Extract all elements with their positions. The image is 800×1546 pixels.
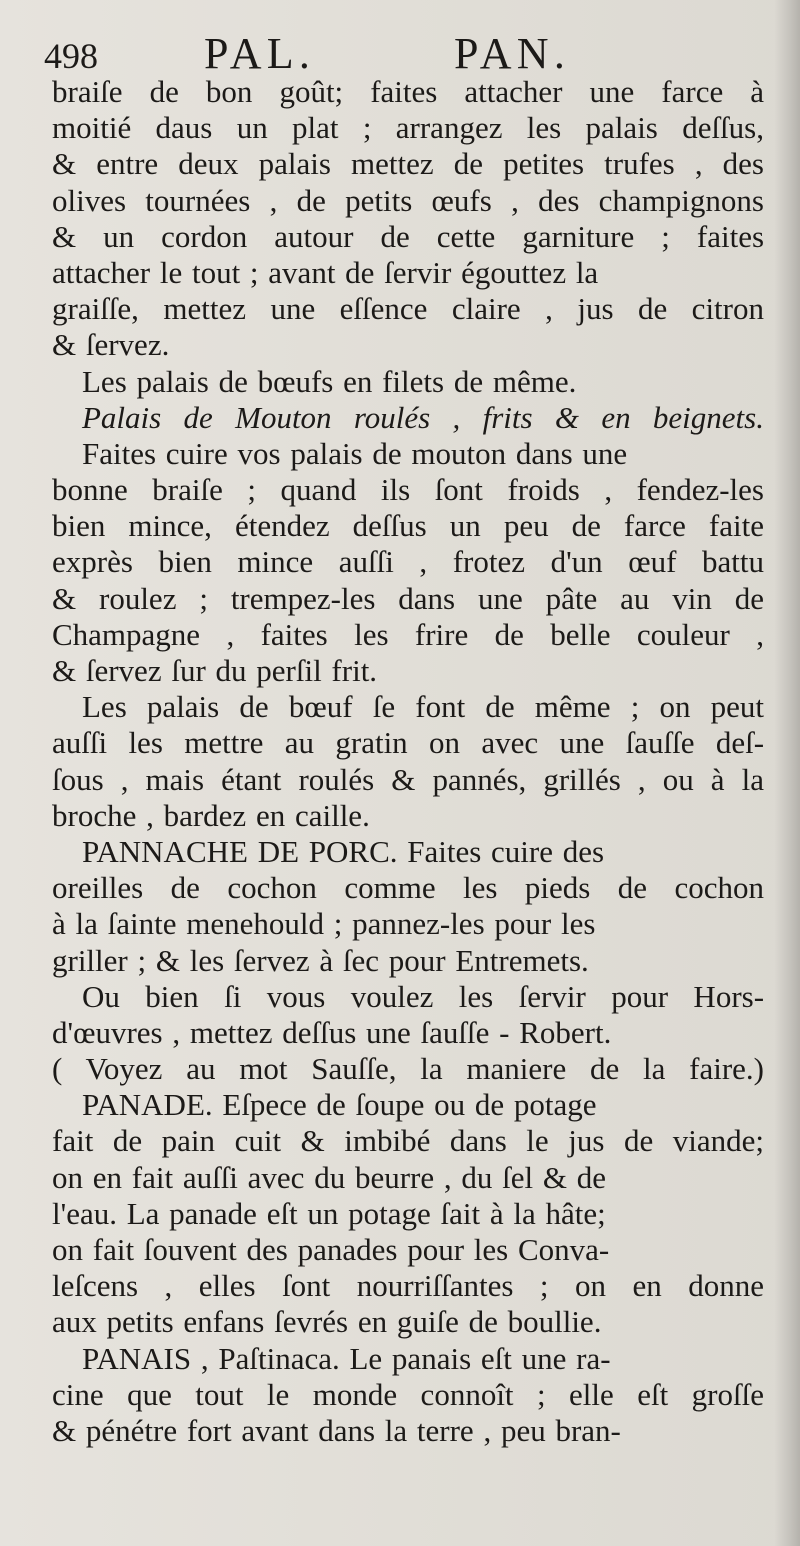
text-line: Champagne , faites les frire de belle couleur , <box>52 616 764 652</box>
text-line: PANNACHE DE PORC. Faites cuire des <box>82 833 605 869</box>
text-line: & roulez ; trempez-les dans une pâte au vin de <box>52 580 765 616</box>
text-line: ſous , mais étant roulés & pannés, grillés , ou à la <box>52 761 764 797</box>
page-number: 498 <box>44 36 98 76</box>
text-line: l'eau. La panade eſt un potage ſait à la hâte; <box>52 1195 606 1231</box>
text-line: on fait ſouvent des panades pour les Conva- <box>52 1232 610 1267</box>
text-line: & entre deux palais mettez de petites trufes , des <box>52 146 764 182</box>
text-line: attacher le tout ; avant de ſervir égouttez la <box>52 254 599 290</box>
text-line: leſcens , elles ſont nourriſſantes ; on en donne <box>52 1268 765 1304</box>
text-line: griller ; & les ſervez à ſec pour Entremets. <box>52 942 589 978</box>
text-line: bien mince, étendez deſſus un peu de farce faite <box>52 508 764 544</box>
text-line: cine que tout le monde connoît ; elle eſt groſſe <box>52 1376 764 1412</box>
text-line: fait de pain cuit & imbibé dans le jus de viande; <box>52 1123 765 1159</box>
text-line: auſſi les mettre au gratin on avec une ſauſſe deſ- <box>52 725 765 761</box>
text-line: à la ſainte menehould ; pannez-les pour les <box>52 906 596 942</box>
text-line: & ſervez ſur du perſil frit. <box>52 653 378 688</box>
text-line: braiſe de bon goût; faites attacher une farce à <box>52 74 765 109</box>
text-line: Palais de Mouton roulés , frits & en beignets. <box>82 399 764 435</box>
page-header <box>44 28 768 78</box>
body-text <box>52 74 768 1449</box>
running-title-right: PAN. <box>454 29 571 78</box>
text-line: PANAIS , Paſtinaca. Le panais eſt une ra- <box>82 1340 611 1376</box>
text-line: d'œuvres , mettez deſſus une ſauſſe - Robert. <box>52 1014 612 1050</box>
text-line: Les palais de bœuf ſe font de même ; on peut <box>82 689 765 725</box>
text-line: graiſſe, mettez une eſſence claire , jus de citron <box>52 291 764 327</box>
text-line: PANADE. Eſpece de ſoupe ou de potage <box>82 1087 597 1123</box>
text-line: Les palais de bœufs en filets de même. <box>82 363 577 399</box>
text-line: & ſervez. <box>52 327 170 363</box>
text-line: & pénétre fort avant dans la terre , peu bran- <box>52 1412 621 1448</box>
text-line: aux petits enfans ſevrés en guiſe de boullie. <box>52 1304 602 1340</box>
text-line: Ou bien ſi vous voulez les ſervir pour Hors- <box>82 978 765 1014</box>
text-line: exprès bien mince auſſi , frotez d'un œuf battu <box>52 544 764 580</box>
text-line: & un cordon autour de cette garniture ; faites <box>52 218 765 254</box>
text-line: moitié daus un plat ; arrangez les palais deſſus, <box>52 110 764 146</box>
text-line: oreilles de cochon comme les pieds de cochon <box>52 870 764 906</box>
running-title-left: PAL. <box>204 29 316 78</box>
text-line: bonne braiſe ; quand ils ſont froids , fendez-les <box>52 472 764 508</box>
text-line: Faites cuire vos palais de mouton dans une <box>82 435 628 471</box>
text-line: olives tournées , de petits œufs , des champignons <box>52 182 764 218</box>
text-line: on en fait auſſi avec du beurre , du ſel & de <box>52 1159 606 1195</box>
text-line: ( Voyez au mot Sauſſe, la maniere de la faire.) <box>52 1051 765 1087</box>
text-line: broche , bardez en caille. <box>52 797 370 833</box>
